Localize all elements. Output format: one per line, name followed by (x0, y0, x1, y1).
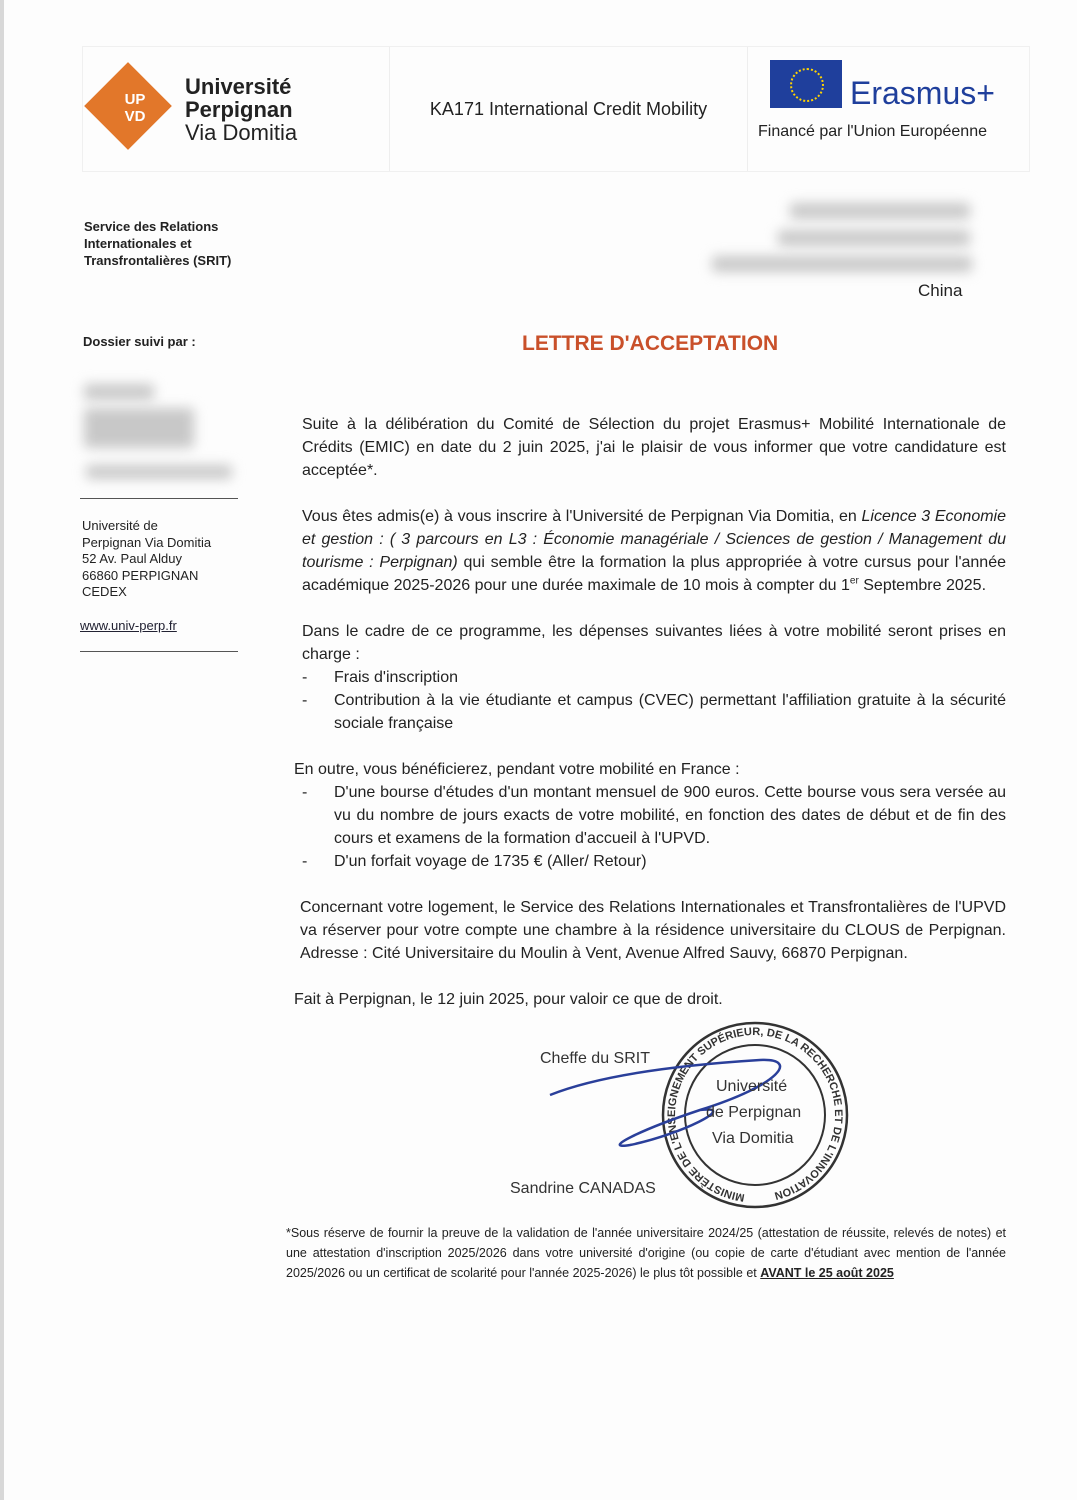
website-link[interactable]: www.univ-perp.fr (80, 618, 177, 633)
redacted-address (778, 230, 970, 246)
footnote: *Sous réserve de fournir la preuve de la validation de l'année universitaire 2024/25 (attestation de réussite, relevés de notes) et une attestation d'inscription 2025/2026 dans votre université d'origine (ou copie de carte d'étudiant avec mention de l'année 2025/2026 ou un certificat de scolarité pour l'année 2025-2026) le plus tôt possible et AVANT le 25 août 2025 (286, 1226, 1006, 1280)
sender-service: Service des Relations Internationales et Transfrontalières (SRIT) (84, 219, 232, 268)
university-name: Université Perpignan Via Domitia (185, 74, 298, 145)
list-item: - Frais d'inscription (302, 669, 458, 686)
letterhead (82, 46, 1030, 172)
followed-by-label: Dossier suivi par : (83, 334, 196, 349)
signatory-role: Cheffe du SRIT (540, 1050, 650, 1067)
stamp-center-line: Via Domitia (712, 1130, 794, 1147)
list-item: - D'une bourse d'études d'un montant mensuel de 900 euros. Cette bourse vous sera versée au vu du nombre de jours exacts de votre mobilité, en fonction des dates de début et de fin des cours et examens de la formation d'accueil à l'UPVD. (302, 784, 1006, 847)
letter-body (0, 413, 1077, 1283)
stamp-center-line: Université (716, 1078, 788, 1095)
redacted-contact (84, 384, 154, 400)
signature-block (0, 1015, 1077, 1215)
paragraph: En outre, vous bénéficierez, pendant votre mobilité en France : - D'une bourse d'études d'un montant mensuel de 900 euros. Cette bourse vous sera versée au vu du nombre de jours exacts de votre mobilité, en fonction des dates de début et de fin des cours et examens de la formation d'accueil à l'UPVD. - D'un forfait voyage de 1735 € (Aller/ Retour) (294, 758, 1006, 873)
upvd-logo: UP VD Université Perpignan Via Domitia (83, 47, 390, 171)
stamp-ring-text: MINISTÈRE DE L'ENSEIGNEMENT SUPÉRIEUR, DE LA RECHERCHE ET DE L'INNOVATION (665, 1025, 845, 1204)
sender-address: Université de Perpignan Via Domitia 52 Av. Paul Alduy 66860 PERPIGNAN CEDEX (82, 518, 212, 599)
erasmus-logo: Erasmus+ Financé par l'Union Européenne (748, 47, 1029, 171)
paragraph: Dans le cadre de ce programme, les dépenses suivantes liées à votre mobilité seront prises en charge : - Frais d'inscription - Contribution à la vie étudiante et campus (CVEC) permettant l'affiliation gratuite à la sécurité sociale française (302, 620, 1006, 735)
program-name: KA171 International Credit Mobility (390, 47, 748, 171)
closing-line: Fait à Perpignan, le 12 juin 2025, pour valoir ce que de droit. (294, 991, 723, 1008)
signatory-name: Sandrine CANADAS (510, 1180, 656, 1197)
stamp-center-line: de Perpignan (706, 1104, 802, 1121)
paragraph: Suite à la délibération du Comité de Sélection du projet Erasmus+ Mobilité Internationale de Crédits (EMIC) en date du 2 juin 2025, j'ai le plaisir de vous informer que votre candidature est acceptée*. (302, 416, 1006, 479)
recipient-country: China (918, 281, 963, 300)
eu-flag-icon (770, 60, 842, 108)
redacted-address (712, 256, 972, 272)
paragraph: Vous êtes admis(e) à vous inscrire à l'Université de Perpignan Via Domitia, en Licence 3 Economie et gestion : ( 3 parcours en L3 : Économie managériale / Sciences de gestion / Management du tourisme : Perpignan) qui semble être la formation la plus appropriée à votre cursus pour l'année académique 2025-2026 pour une durée maximale de 10 mois à compter du 1er Septembre 2025. (302, 508, 1006, 594)
paragraph: Concernant votre logement, le Service des Relations Internationales et Transfrontalières de l'UPVD va réserver pour votre compte une chambre à la résidence universitaire du CLOUS de Perpignan. Adresse : Cité Universitaire du Moulin à Vent, Avenue Alfred Sauvy, 66870 Perpignan. (300, 899, 1006, 962)
redacted-address (790, 203, 970, 219)
list-item: - Contribution à la vie étudiante et campus (CVEC) permettant l'affiliation gratuite à la sécurité sociale française (302, 692, 1006, 732)
letter-title: LETTRE D'ACCEPTATION (522, 332, 779, 355)
list-item: - D'un forfait voyage de 1735 € (Aller/ Retour) (302, 853, 647, 870)
